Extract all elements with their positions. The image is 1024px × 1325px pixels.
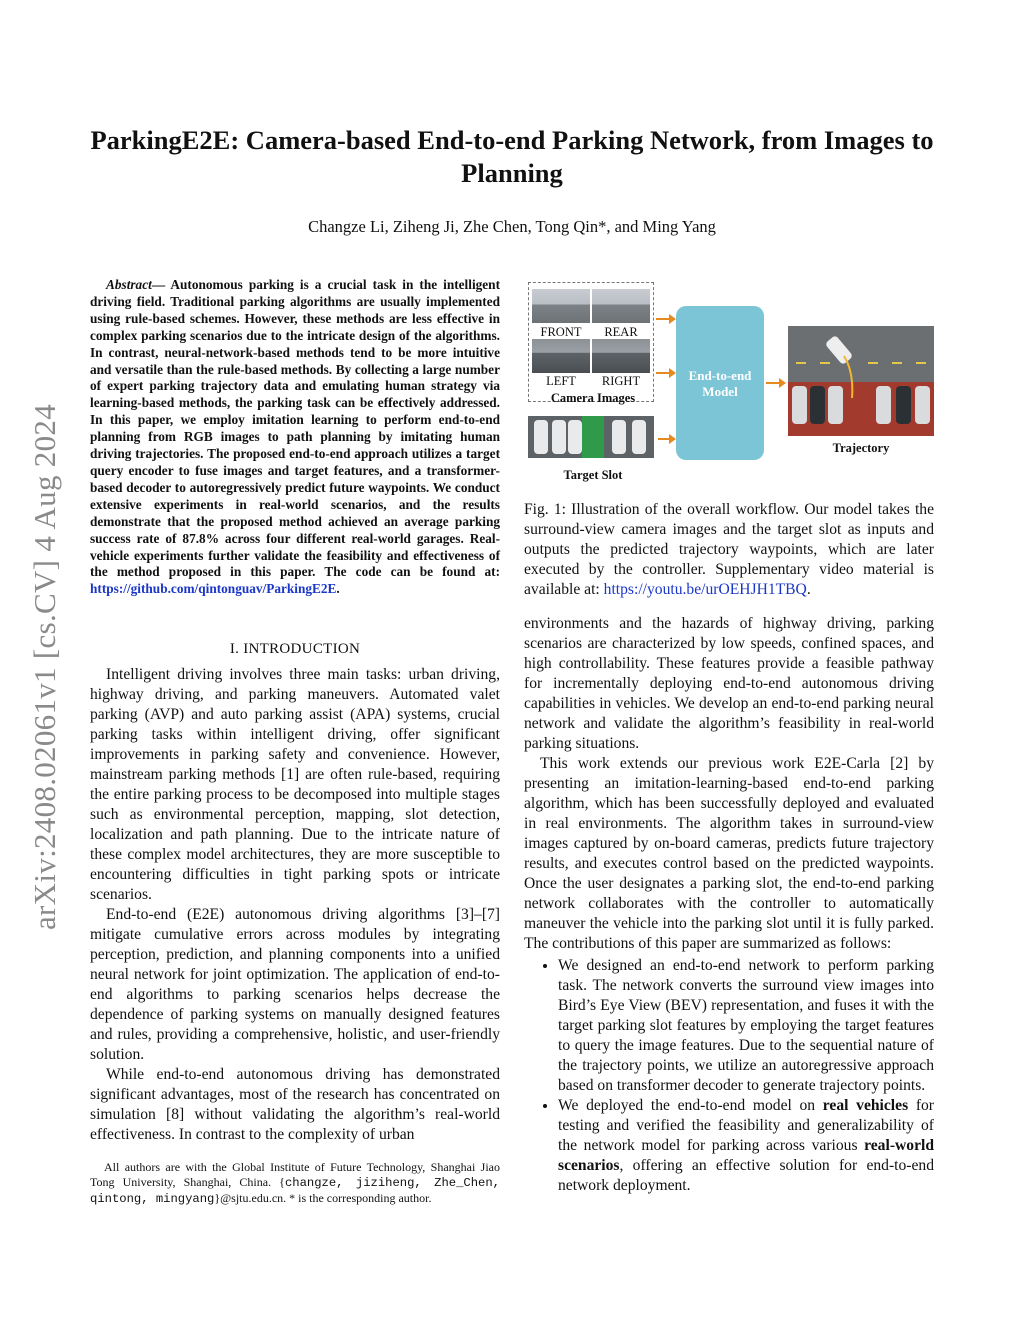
paragraph: environments and the hazards of highway driving, parking scenarios are characterized by low speeds, confined spaces, and high controllability. These features provide a feasible pathway for incrementally deploying end-to-end autonomous driving capabilities in vehicles. We develop an end-to-end parking neural network and validate the algorithm’s feasibility in real-world parking situations. xyxy=(524,615,934,752)
front-camera-image xyxy=(532,289,590,323)
paper-title: ParkingE2E: Camera-based End-to-end Parking Network, from Images to Planning xyxy=(90,125,934,188)
target-slot-image xyxy=(528,416,654,458)
right-camera-image xyxy=(592,339,650,373)
rear-camera-image xyxy=(592,289,650,323)
camera-label: LEFT xyxy=(546,374,576,388)
author-list: Changze Li, Ziheng Ji, Zhe Chen, Tong Qin*, and Ming Yang xyxy=(308,217,716,236)
model-block: End-to-end Model xyxy=(676,306,764,460)
introduction-body xyxy=(90,665,500,1145)
code-link[interactable]: https://github.com/qintonguav/ParkingE2E xyxy=(90,581,337,597)
footnote: All authors are with the Global Institute of Future Technology, Shanghai Jiao Tong University, Shanghai, China. {changze, jiziheng, Zhe_Chen, qintong, mingyang}@sjtu.edu.cn. * is the corresponding author. xyxy=(90,1160,500,1206)
right-column-body xyxy=(524,614,934,1196)
camera-label: RIGHT xyxy=(601,374,641,388)
arrow-icon xyxy=(656,318,670,320)
trajectory-label: Trajectory xyxy=(832,441,890,455)
left-camera-image xyxy=(532,339,590,373)
arxiv-stamp: arXiv:2408.02061v1 [cs.CV] 4 Aug 2024 xyxy=(27,403,62,930)
video-link[interactable]: https://youtu.be/urOEHJH1TBQ xyxy=(603,581,807,598)
arrow-icon xyxy=(658,438,670,440)
camera-label: REAR xyxy=(604,325,638,339)
figure-caption: Fig. 1: Illustration of the overall workflow. Our model takes the surround-view camera images and the target slot as inputs and outputs the predicted trajectory waypoints, which are later executed by the controller. Supplementary video material is available at: https://youtu.be/urOEHJH1TBQ. xyxy=(524,501,934,598)
abstract: Abstract— Autonomous parking is a crucial task in the intelligent driving field. Traditional parking algorithms are usually implemented using rule-based schemes. However, these methods are less effective in complex parking scenarios due to the intricate design of the algorithms. In contrast, neural-network-based methods tend to be more intuitive and versatile than the rule-based methods. By collecting a large number of expert parking trajectory data and emulating human strategy via learning-based methods, the parking task can be effectively addressed. In this paper, we employ imitation learning to perform end-to-end planning from RGB images to path planning by imitating human driving trajectories. The proposed end-to-end approach utilizes a target query encoder to fuse images and target features, and a transformer-based decoder to autoregressively predict future waypoints. We conduct extensive experiments in real-world scenarios, and the results demonstrate that the proposed method achieved an average parking success rate of 87.8% across four different real-world garages. Real-vehicle experiments further validate the feasibility and effectiveness of the method proposed in this paper. The code can be found at: https://github.com/qintonguav/ParkingE2E. xyxy=(90,277,501,597)
trajectory-path xyxy=(788,326,934,436)
email-list: changze, jiziheng, Zhe_Chen, qintong, mingyang xyxy=(90,1176,500,1206)
target-slot-marker xyxy=(582,416,604,458)
list-item: • We deployed the end-to-end model on real vehicles for testing and verified the feasibility and generalizability of the network model for parking across various real-world scenarios, offering an effective solution for end-to-end network deployment. xyxy=(558,1096,934,1196)
camera-label: FRONT xyxy=(540,325,582,339)
trajectory-image xyxy=(788,326,934,436)
arrow-icon xyxy=(766,382,780,384)
list-item: • We designed an end-to-end network to perform parking task. The network converts the surround view images into Bird’s Eye View (BEV) representation, and fuses it with the target parking slot features by employing the target features to query the image features. Due to the sequential nature of the trajectory points, we utilize an autoregressive approach based on transformer decoder to generate trajectory points. xyxy=(558,956,934,1096)
camera-images-box xyxy=(528,282,654,402)
abstract-text: Autonomous parking is a crucial task in the intelligent driving field. Traditional parking algorithms are usually implemented using rule-based schemes. However, these methods are less effective in complex parking scenarios due to the intricate design of the algorithms. In contrast, neural-network-based methods tend to be more intuitive and versatile than the rule-based methods. By collecting a large number of expert parking trajectory data and emulating human strategy via learning-based methods, the parking task can be effectively addressed. In this paper, we employ imitation learning to perform end-to-end planning from RGB images to path planning by imitating human driving trajectories. The proposed end-to-end approach utilizes a target query encoder to fuse images and target features, and a transformer-based decoder to autoregressively predict future waypoints. We conduct extensive experiments in real-world scenarios, and the results demonstrate that the proposed method achieved an average parking success rate of 87.8% across four different real-world garages. Real-vehicle experiments further validate the feasibility and effectiveness of the method proposed in this paper. The code can be found at: xyxy=(90,277,501,580)
camera-images-label: Camera Images xyxy=(550,391,636,405)
abstract-label: Abstract xyxy=(106,277,152,292)
paragraph: This work extends our previous work E2E-Carla [2] by presenting an imitation-learning-based end-to-end parking algorithm, which has been successfully deployed and evaluated in real environments. The algorithm takes in surround-view images captured by on-board cameras, predicts future trajectory results, and executes control based on the predicted waypoints. Once the user designates a parking slot, the end-to-end parking network collaborates with the controller to automatically maneuver the vehicle into the parking slot until it is fully parked. The contributions of this paper are summarized as follows: xyxy=(524,755,934,952)
paragraph: Intelligent driving involves three main tasks: urban driving, highway driving, and parking maneuvers. Automated valet parking (AVP) and auto parking assist (APA) systems, crucial parking tasks within intelligent driving, offer significant improvements in parking safety and convenience. However, mainstream parking methods [1] are often rule-based, requiring the entire parking process to be decomposed into multiple stages such as environmental perception, mapping, slot detection, localization and path planning. Due to the intricate nature of these complex model architectures, they are more susceptible to encountering difficulties in tight parking spots or intricate scenarios. xyxy=(90,666,500,903)
paragraph: End-to-end (E2E) autonomous driving algorithms [3]–[7] mitigate cumulative errors across modules by integrating perception, prediction, and planning components into a unified neural network for joint optimization. The application of end-to-end algorithms to parking scenarios helps decrease the dependence of parking systems on manually designed features and rules, providing a comprehensive, holistic, and user-friendly solution. xyxy=(90,906,500,1063)
contribution-list xyxy=(524,956,934,1196)
figure-1 xyxy=(524,278,944,490)
arrow-icon xyxy=(656,372,670,374)
target-slot-label: Target Slot xyxy=(563,468,623,482)
paragraph: While end-to-end autonomous driving has demonstrated significant advantages, most of the research has concentrated on simulation [8] without validating the algorithm’s real-world effectiveness. In contrast to the complexity of urban xyxy=(90,1066,500,1143)
section-heading: I. INTRODUCTION xyxy=(229,641,361,657)
